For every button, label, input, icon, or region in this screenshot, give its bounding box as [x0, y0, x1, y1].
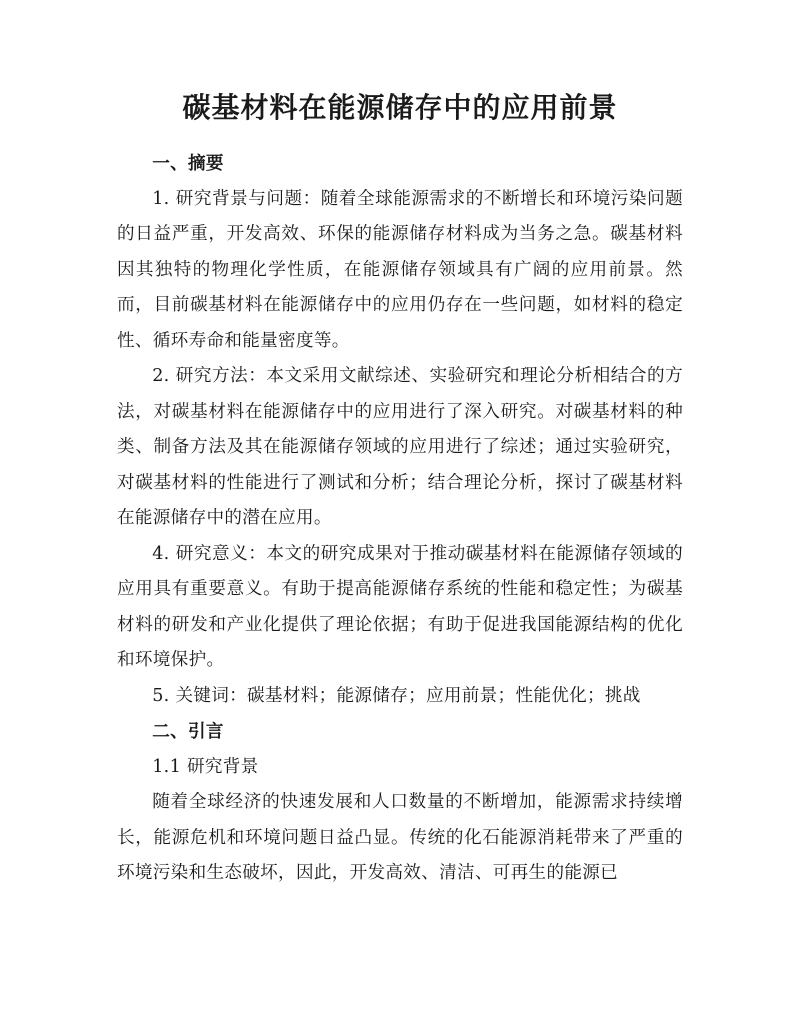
paragraph-keywords: 5. 关键词：碳基材料；能源储存；应用前景；性能优化；挑战 [152, 685, 641, 706]
paragraph-intro-body: 随着全球经济的快速发展和人口数量的不断增加，能源需求持续增长，能源危机和环境问题日益凸显。传统的化石能源消耗带来了严重的环境污染和生态破坏，因此，开发高效、清洁、可再生的能源已 [117, 792, 683, 883]
paragraph-research-method: 2. 研究方法：本文采用文献综述、实验研究和理论分析相结合的方法，对碳基材料在能源储存中的应用进行了深入研究。对碳基材料的种类、制备方法及其在能源储存领域的应用进行了综述；通过实验研究，对碳基材料的性能进行了测试和分析；结合理论分析，探讨了碳基材料在能源储存中的潜在应用。 [117, 366, 683, 528]
abstract-heading: 一、摘要 [152, 153, 224, 174]
paragraph-research-background: 1. 研究背景与问题：随着全球能源需求的不断增长和环境污染问题的日益严重，开发高效、环保的能源储存材料成为当务之急。碳基材料因其独特的物理化学性质，在能源储存领域具有广阔的应用前景。然而，目前碳基材料在能源储存中的应用仍存在一些问题，如材料的稳定性、循环寿命和能量密度等。 [117, 188, 683, 351]
document-title: 碳基材料在能源储存中的应用前景 [182, 91, 618, 124]
paragraph-research-significance: 4. 研究意义：本文的研究成果对于推动碳基材料在能源储存领域的应用具有重要意义。有助于提高能源储存系统的性能和稳定性；为碳基材料的研发和产业化提供了理论依据；有助于促进我国能源结构的优化和环境保护。 [117, 543, 683, 670]
subheading-research-background: 1.1 研究背景 [152, 756, 259, 777]
introduction-heading: 二、引言 [152, 721, 224, 742]
document-body [117, 146, 683, 892]
